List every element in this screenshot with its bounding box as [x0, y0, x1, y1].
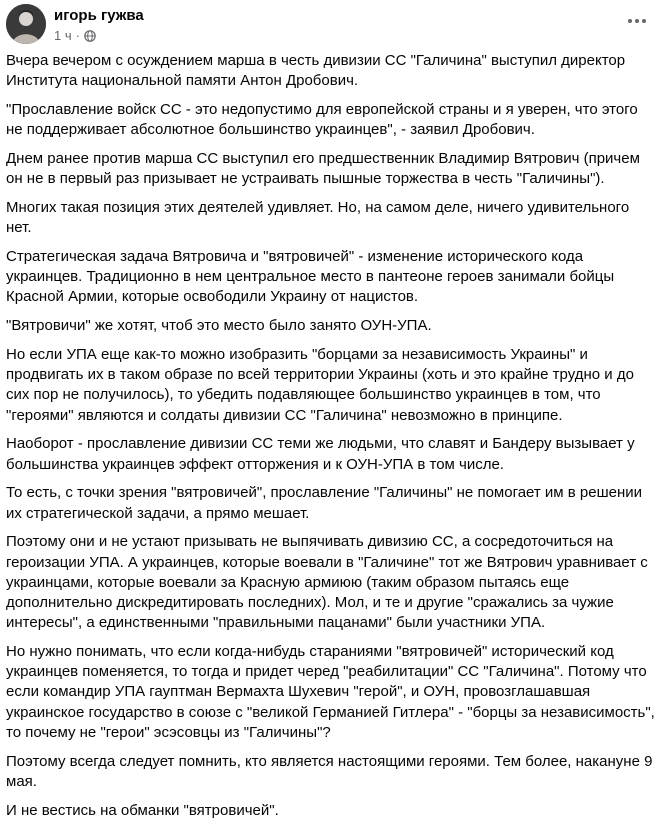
- avatar-image: [6, 4, 46, 44]
- post-paragraph: Поэтому они и не устают призывать не выпячивать дивизию СС, а сосредоточиться на героизации УПА. А украинцев, которые воевали в "Галичине" тот же Вятрович уравнивает с украинцами, которые воевали за Красную армиюю (таким образом пытаясь еще дополнительно дискредитировать последних). Мол, и те и другие "сражались за чужие интересы", а единственными "правильными пацанами" были участники УПА.: [6, 533, 648, 632]
- post-paragraph: И не вестись на обманки "вятровичей".: [6, 801, 279, 819]
- globe-icon[interactable]: [84, 30, 96, 42]
- post-paragraph: То есть, с точки зрения "вятровичей", прославление "Галичины" не помогает им в решении их стратегической задачи, а прямо мешает.: [6, 484, 643, 522]
- post-paragraph: Но нужно понимать, что если когда-нибудь стараниями "вятровичей" исторический код украинцев поменяется, то тогда и придет черед "реабилитации" СС "Галичина". Потому что если командир УПА гауптман Вермахта Шухевич "герой", и ОУН, провозглашавшая украинское государство в союзе с "великой Германией Гитлера" - "борцы за независимость", то почему не "герои" эсэсовцы из "Галичины"?: [6, 643, 655, 741]
- post-timestamp[interactable]: 1 ч: [54, 28, 72, 43]
- more-horizontal-icon: [627, 18, 647, 24]
- post-header: [0, 0, 660, 50]
- post-paragraph: Но если УПА еще как-то можно изобразить "борцами за независимость Украины" и продвигать их в таком образе по всей территории Украины (хоть и это крайне трудно и до сих пор не получилось), то убедить подавляющее большинство украинцев в том, что "героями" являются и солдаты дивизии СС "Галичина" невозможно в принципе.: [6, 346, 634, 424]
- meta-separator: ·: [75, 28, 80, 43]
- post-paragraph: "Вятровичи" же хотят, чтоб это место было занято ОУН-УПА.: [6, 317, 432, 335]
- post-paragraph: Наоборот - прославление дивизии СС теми же людьми, что славят и Бандеру вызывает у большинства украинцев эффект отторжения и к ОУН-УПА в том числе.: [6, 435, 635, 473]
- more-options-button[interactable]: [620, 4, 654, 38]
- post-paragraph: Стратегическая задача Вятровича и "вятровичей" - изменение исторического кода украинцев. Традиционно в нем центральное место в пантеоне героев занимали бойцы Красной Армии, которые освободили Украину от нацистов.: [6, 248, 615, 306]
- post-paragraph: Поэтому всегда следует помнить, кто является настоящими героями. Тем более, накануне 9 мая.: [6, 752, 653, 790]
- post-paragraph: Многих такая позиция этих деятелей удивляет. Но, на самом деле, ничего удивительного нет.: [6, 199, 630, 237]
- post-body: [6, 51, 656, 829]
- post-paragraph: "Прославление войск СС - это недопустимо для европейской страны и я уверен, что этого не поддерживает абсолютное большинство украинцев", - заявил Дробович.: [6, 101, 638, 139]
- avatar[interactable]: [6, 4, 46, 44]
- author-name[interactable]: игорь гужва: [54, 7, 144, 24]
- post-paragraph: Днем ранее против марша СС выступил его предшественник Владимир Вятрович (причем он не в первый раз призывает не устраивать пышные торжества в честь "Галичины").: [6, 150, 640, 188]
- post-meta: [54, 28, 96, 43]
- post-paragraph: Вчера вечером с осуждением марша в честь дивизии СС "Галичина" выступил директор Института национальной памяти Антон Дробович.: [6, 52, 626, 90]
